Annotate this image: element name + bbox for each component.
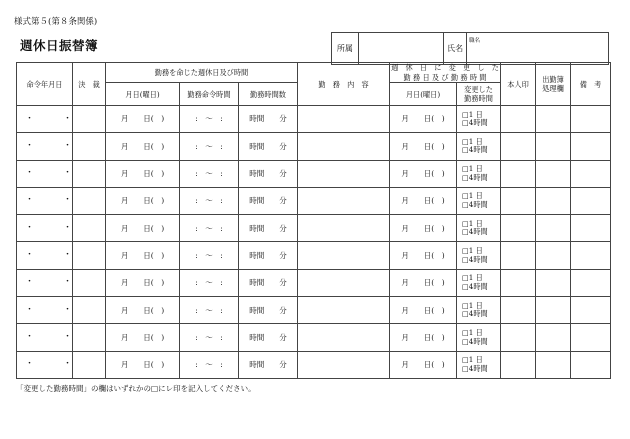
table-row — [17, 269, 611, 296]
date-weekday-cell[interactable]: 月 日( ) — [106, 133, 180, 160]
work-content-cell[interactable] — [298, 297, 390, 324]
changed-hours-cell[interactable] — [457, 133, 501, 160]
changed-hours-cell[interactable] — [457, 269, 501, 296]
checkbox-one-day[interactable]: □1 日 — [462, 136, 483, 146]
changed-hours-cell[interactable] — [457, 242, 501, 269]
header-order-date: 命令年月日 — [17, 63, 73, 106]
seal-cell[interactable] — [501, 106, 536, 133]
order-date-cell[interactable]: ・ ・ — [17, 324, 73, 351]
work-content-cell[interactable] — [298, 187, 390, 214]
checkbox-one-day[interactable]: □1 日 — [462, 164, 483, 174]
header-approval: 決 裁 — [73, 63, 106, 106]
ordered-time-cell[interactable]: : ～ : — [180, 160, 239, 187]
changed-date-cell[interactable]: 月 日( ) — [390, 269, 457, 296]
order-date-cell[interactable]: ・ ・ — [17, 215, 73, 242]
seal-cell[interactable] — [501, 215, 536, 242]
date-weekday-cell[interactable]: 月 日( ) — [106, 269, 180, 296]
form-number: 様式第５(第８条関係) — [14, 17, 98, 27]
header-changed-hours: 変更した 勤務時間 — [457, 83, 501, 106]
checkbox-four-hours[interactable]: □4時間 — [462, 145, 488, 155]
checkbox-four-hours[interactable]: □4時間 — [462, 172, 488, 182]
processing-cell[interactable] — [536, 160, 571, 187]
processing-cell[interactable] — [536, 269, 571, 296]
remarks-cell[interactable] — [571, 160, 611, 187]
header-table — [331, 32, 609, 65]
processing-cell[interactable] — [536, 215, 571, 242]
processing-cell[interactable] — [536, 297, 571, 324]
remarks-cell[interactable] — [571, 324, 611, 351]
changed-hours-cell[interactable] — [457, 215, 501, 242]
changed-hours-cell[interactable] — [457, 160, 501, 187]
table-row — [17, 242, 611, 269]
checkbox-four-hours[interactable]: □4時間 — [462, 254, 488, 264]
header-remarks: 備 考 — [571, 63, 611, 106]
page-title: 週休日振替簿 — [20, 38, 99, 53]
changed-date-cell[interactable]: 月 日( ) — [390, 324, 457, 351]
checkbox-one-day[interactable]: □1 日 — [462, 300, 483, 310]
ordered-time-cell[interactable]: : ～ : — [180, 106, 239, 133]
work-content-cell[interactable] — [298, 351, 390, 378]
table-row — [17, 133, 611, 160]
remarks-cell[interactable] — [571, 187, 611, 214]
remarks-cell[interactable] — [571, 242, 611, 269]
work-content-cell[interactable] — [298, 106, 390, 133]
header-seal: 本人印 — [501, 63, 536, 106]
checkbox-one-day[interactable]: □1 日 — [462, 327, 483, 337]
work-hours-cell[interactable]: 時間 分 — [239, 160, 298, 187]
seal-cell[interactable] — [501, 160, 536, 187]
header-ordered-group: 勤務を命じた週休日及び時間 — [106, 63, 298, 83]
order-date-cell[interactable]: ・ ・ — [17, 133, 73, 160]
remarks-cell[interactable] — [571, 269, 611, 296]
checkbox-one-day[interactable]: □1 日 — [462, 191, 483, 201]
ordered-time-cell[interactable]: : ～ : — [180, 187, 239, 214]
table-row — [17, 351, 611, 378]
seal-cell[interactable] — [501, 242, 536, 269]
checkbox-four-hours[interactable]: □4時間 — [462, 281, 488, 291]
shimei-field[interactable]: 職名 — [467, 33, 609, 65]
date-weekday-cell[interactable]: 月 日( ) — [106, 351, 180, 378]
checkbox-one-day[interactable]: □1 日 — [462, 218, 483, 228]
processing-cell[interactable] — [536, 324, 571, 351]
header-changed-group: 週 休 日 に 変 更 し た 勤 務 日 及 び 勤 務 時 間 — [391, 63, 499, 82]
table-row — [17, 187, 611, 214]
seal-cell[interactable] — [501, 187, 536, 214]
order-date-cell[interactable]: ・ ・ — [17, 160, 73, 187]
order-date-cell[interactable]: ・ ・ — [17, 269, 73, 296]
seal-cell[interactable] — [501, 133, 536, 160]
work-hours-cell[interactable]: 時間 分 — [239, 269, 298, 296]
header-ordered-time: 勤務命令時間 — [180, 83, 239, 106]
work-hours-cell[interactable]: 時間 分 — [239, 106, 298, 133]
remarks-cell[interactable] — [571, 215, 611, 242]
processing-cell[interactable] — [536, 351, 571, 378]
work-content-cell[interactable] — [298, 133, 390, 160]
processing-cell[interactable] — [536, 242, 571, 269]
header-processing: 出勤簿 処理欄 — [536, 63, 571, 106]
checkbox-one-day[interactable]: □1 日 — [462, 273, 483, 283]
checkbox-four-hours[interactable]: □4時間 — [462, 227, 488, 237]
table-row — [17, 160, 611, 187]
checkbox-four-hours[interactable]: □4時間 — [462, 336, 488, 346]
changed-date-cell[interactable]: 月 日( ) — [390, 242, 457, 269]
date-weekday-cell[interactable]: 月 日( ) — [106, 106, 180, 133]
processing-cell[interactable] — [536, 133, 571, 160]
ordered-time-cell[interactable]: : ～ : — [180, 215, 239, 242]
work-hours-cell[interactable]: 時間 分 — [239, 242, 298, 269]
order-date-cell[interactable]: ・ ・ — [17, 297, 73, 324]
date-weekday-cell[interactable]: 月 日( ) — [106, 242, 180, 269]
work-content-cell[interactable] — [298, 242, 390, 269]
changed-hours-cell[interactable] — [457, 187, 501, 214]
ordered-time-cell[interactable]: : ～ : — [180, 324, 239, 351]
processing-cell[interactable] — [536, 187, 571, 214]
checkbox-four-hours[interactable]: □4時間 — [462, 309, 488, 319]
table-row — [17, 215, 611, 242]
date-weekday-cell[interactable]: 月 日( ) — [106, 297, 180, 324]
processing-cell[interactable] — [536, 106, 571, 133]
changed-hours-cell[interactable] — [457, 297, 501, 324]
footnote: 「変更した勤務時間」の欄はいずれかの□にレ印を記入してください。 — [16, 384, 256, 393]
checkbox-four-hours[interactable]: □4時間 — [462, 363, 488, 373]
table-row — [17, 324, 611, 351]
ordered-time-cell[interactable]: : ～ : — [180, 297, 239, 324]
checkbox-one-day[interactable]: □1 日 — [462, 109, 483, 119]
remarks-cell[interactable] — [571, 106, 611, 133]
shozoku-field[interactable] — [358, 33, 443, 65]
work-hours-cell[interactable]: 時間 分 — [239, 187, 298, 214]
work-hours-cell[interactable]: 時間 分 — [239, 297, 298, 324]
work-content-cell[interactable] — [298, 269, 390, 296]
table-row — [17, 106, 611, 133]
ordered-time-cell[interactable]: : ～ : — [180, 133, 239, 160]
changed-hours-cell[interactable] — [457, 324, 501, 351]
changed-date-cell[interactable]: 月 日( ) — [390, 351, 457, 378]
date-weekday-cell[interactable]: 月 日( ) — [106, 160, 180, 187]
header-changed-date: 月日(曜日) — [390, 83, 457, 106]
header-work-content: 勤 務 内 容 — [298, 63, 390, 106]
order-date-cell[interactable]: ・ ・ — [17, 242, 73, 269]
header-work-hours: 勤務時間数 — [239, 83, 298, 106]
changed-hours-cell[interactable] — [457, 351, 501, 378]
order-date-cell[interactable]: ・ ・ — [17, 351, 73, 378]
work-hours-cell[interactable]: 時間 分 — [239, 351, 298, 378]
changed-date-cell[interactable]: 月 日( ) — [390, 187, 457, 214]
seal-cell[interactable] — [501, 324, 536, 351]
work-content-cell[interactable] — [298, 160, 390, 187]
remarks-cell[interactable] — [571, 351, 611, 378]
checkbox-one-day[interactable]: □1 日 — [462, 245, 483, 255]
seal-cell[interactable] — [501, 297, 536, 324]
work-hours-cell[interactable]: 時間 分 — [239, 324, 298, 351]
checkbox-four-hours[interactable]: □4時間 — [462, 200, 488, 210]
date-weekday-cell[interactable]: 月 日( ) — [106, 324, 180, 351]
table-row — [17, 297, 611, 324]
changed-date-cell[interactable]: 月 日( ) — [390, 133, 457, 160]
changed-date-cell[interactable]: 月 日( ) — [390, 106, 457, 133]
date-weekday-cell[interactable]: 月 日( ) — [106, 215, 180, 242]
work-hours-cell[interactable]: 時間 分 — [239, 133, 298, 160]
work-content-cell[interactable] — [298, 324, 390, 351]
remarks-cell[interactable] — [571, 133, 611, 160]
shozoku-label: 所属 — [332, 33, 359, 65]
header-date-weekday: 月日(曜日) — [106, 83, 180, 106]
changed-date-cell[interactable]: 月 日( ) — [390, 215, 457, 242]
changed-date-cell[interactable]: 月 日( ) — [390, 297, 457, 324]
work-content-cell[interactable] — [298, 215, 390, 242]
ordered-time-cell[interactable]: : ～ : — [180, 269, 239, 296]
seal-cell[interactable] — [501, 269, 536, 296]
checkbox-four-hours[interactable]: □4時間 — [462, 118, 488, 128]
ordered-time-cell[interactable]: : ～ : — [180, 351, 239, 378]
date-weekday-cell[interactable]: 月 日( ) — [106, 187, 180, 214]
changed-date-cell[interactable]: 月 日( ) — [390, 160, 457, 187]
work-hours-cell[interactable]: 時間 分 — [239, 215, 298, 242]
order-date-cell[interactable]: ・ ・ — [17, 187, 73, 214]
order-date-cell[interactable]: ・ ・ — [17, 106, 73, 133]
shimei-label: 氏名 — [444, 33, 467, 65]
remarks-cell[interactable] — [571, 297, 611, 324]
schedule-table — [16, 62, 611, 379]
changed-hours-cell[interactable] — [457, 106, 501, 133]
ordered-time-cell[interactable]: : ～ : — [180, 242, 239, 269]
checkbox-one-day[interactable]: □1 日 — [462, 355, 483, 365]
seal-cell[interactable] — [501, 351, 536, 378]
